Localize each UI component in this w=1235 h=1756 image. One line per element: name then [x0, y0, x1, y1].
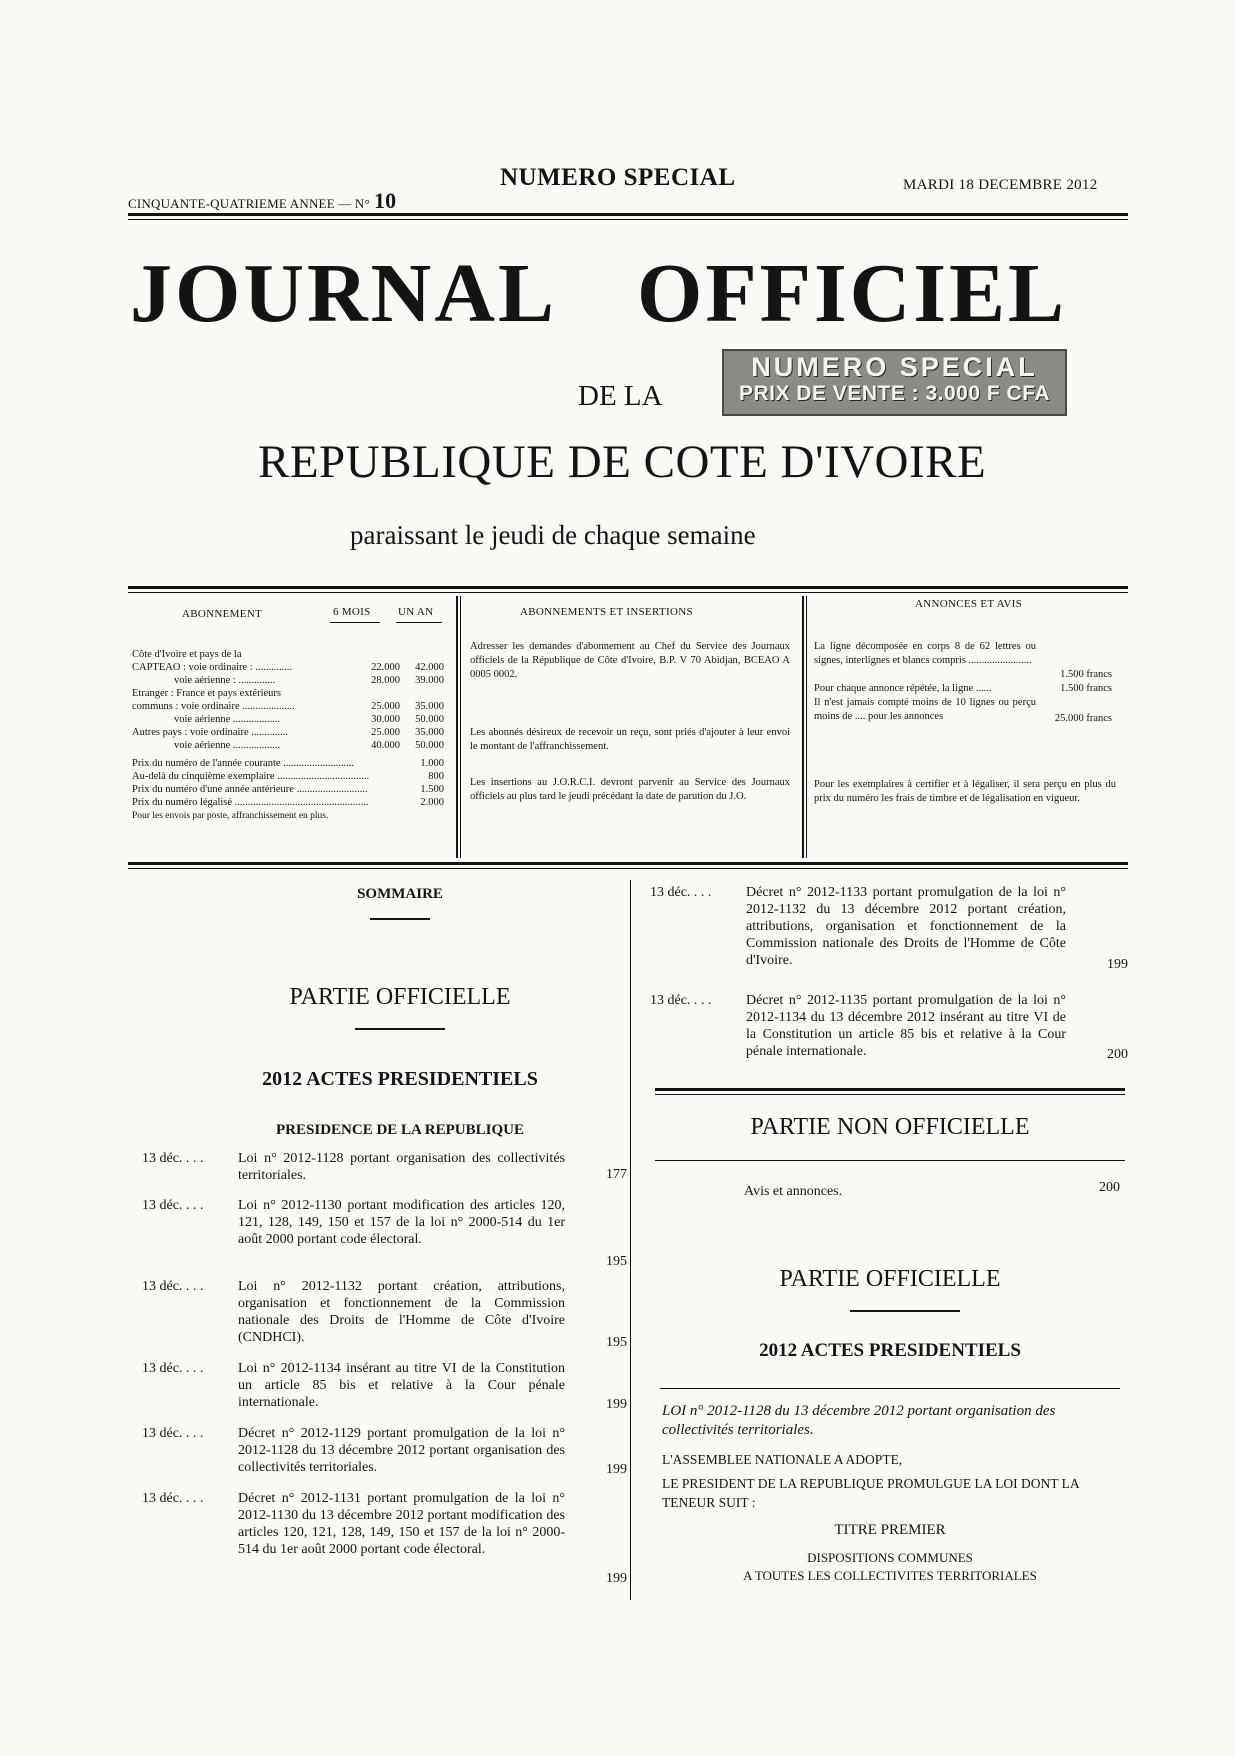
sommaire-actes: 2012 ACTES PRESIDENTIELS	[262, 1068, 538, 1090]
subscription-row-label: voie aérienne ..................	[132, 740, 281, 751]
body-actes-rule	[660, 1388, 1120, 1389]
annonces-repeat-value: 1.500 francs	[1060, 683, 1112, 694]
entry-page: 199	[606, 1397, 627, 1412]
entry-page: 199	[606, 1571, 627, 1586]
dispositions-line2: A TOUTES LES COLLECTIVITES TERRITORIALES	[743, 1568, 1037, 1583]
dispositions-line1: DISPOSITIONS COMMUNES	[807, 1550, 973, 1565]
non-officielle-rule-thin	[655, 1094, 1125, 1095]
sommaire-entry	[650, 992, 1128, 1066]
avis-annonces: Avis et annonces.	[744, 1184, 843, 1199]
entry-date: 13 déc. . . .	[650, 993, 712, 1008]
box-divider-2b	[806, 596, 807, 858]
titre-premier: TITRE PREMIER	[834, 1522, 946, 1538]
subscription-row-label: voie aérienne : ..............	[132, 675, 276, 686]
annonces-line-rate-value: 1.500 francs	[1060, 669, 1112, 680]
subscription-row-6mois: 25.000	[371, 701, 400, 712]
subscription-row-6mois: 30.000	[371, 714, 400, 725]
sommaire-entry	[142, 1360, 627, 1416]
entry-text: Décret n° 2012-1135 portant promulgation de la loi n° 2012-1134 du 13 décembre 2012 insérant au titre VI de la Constitution un article 85 bis et relative à la Cour pénale internationale.	[746, 993, 1066, 1059]
title-word-journal: JOURNAL	[130, 247, 558, 340]
insertions-receipt: Les abonnés désireux de recevoir un reçu, sont priés d'ajouter à leur envoi le montant de l'affranchissement.	[470, 727, 790, 752]
entry-page: 200	[1107, 1047, 1128, 1062]
sommaire-heading: SOMMAIRE	[357, 886, 443, 902]
stamp-price: PRIX DE VENTE : 3.000 F CFA	[738, 382, 1051, 405]
entry-date: 13 déc. . . .	[650, 885, 712, 900]
publication-frequency: paraissant le jeudi de chaque semaine	[350, 520, 756, 550]
sommaire-entry	[142, 1150, 627, 1186]
subscription-row-label: Prix du numéro légalisé ...................................................	[132, 797, 369, 808]
subscription-heading: ABONNEMENT	[182, 608, 262, 620]
subscription-row-6mois: 28.000	[371, 675, 400, 686]
subscription-row-label: communs : voie ordinaire ....................	[132, 701, 295, 712]
loi-title: LOI n° 2012-1128 du 13 décembre 2012 portant organisation des collectivités territoriales.	[662, 1403, 1056, 1438]
col-un-an-underline	[396, 622, 442, 623]
title-word-officiel: OFFICIEL	[637, 247, 1068, 340]
annonces-minimum: Il n'est jamais compté moins de 10 lignes ou perçu moins de .... pour les annonces	[814, 697, 1036, 722]
col-un-an: UN AN	[398, 606, 434, 618]
year-issue-line	[128, 188, 396, 214]
subscription-row-1an: 50.000	[415, 714, 444, 725]
entry-page: 195	[606, 1254, 627, 1269]
subscription-row-1an: 50.000	[415, 740, 444, 751]
entry-page: 199	[606, 1462, 627, 1477]
republic-name: REPUBLIQUE DE COTE D'IVOIRE	[258, 436, 987, 488]
insertions-heading: ABONNEMENTS ET INSERTIONS	[520, 606, 693, 618]
col-6-mois-underline	[330, 622, 380, 623]
entry-text: Loi n° 2012-1128 portant organisation des collectivités territoriales.	[238, 1151, 565, 1183]
avis-page: 200	[1099, 1180, 1120, 1195]
sommaire-entry	[142, 1425, 627, 1481]
entry-date: 13 déc. . . .	[142, 1361, 204, 1376]
entry-page: 195	[606, 1335, 627, 1350]
annonces-repeat: Pour chaque annonce répétée, la ligne ......	[814, 683, 992, 694]
insertions-address: Adresser les demandes d'abonnement au Chef du Service des Journaux officiels de la République de Côte d'Ivoire, B.P. V 70 Abidjan, BCEAO A 0005 0002.	[470, 641, 790, 680]
body-partie-officielle: PARTIE OFFICIELLE	[779, 1266, 1001, 1292]
entry-page: 199	[1107, 957, 1128, 972]
subscription-row-1an: 35.000	[415, 727, 444, 738]
entry-text: Décret n° 2012-1131 portant promulgation de la loi n° 2012-1130 du 13 décembre 2012 portant modification des articles 120, 121, 128, 149, 150 et 157 de la loi n° 2000-514 du 1er août 2000 portant code électoral.	[238, 1491, 565, 1557]
subscription-row-label: Au-delà du cinquième exemplaire ...................................	[132, 771, 370, 782]
non-officielle-under-rule	[655, 1160, 1125, 1161]
entry-date: 13 déc. . . .	[142, 1198, 204, 1213]
box-divider-1b	[460, 596, 461, 858]
price-stamp	[722, 349, 1067, 416]
entry-text: Décret n° 2012-1129 portant promulgation de la loi n° 2012-1128 du 13 décembre 2012 portant organisation des collectivités territoriales.	[238, 1426, 565, 1475]
year-label: CINQUANTE-QUATRIEME ANNEE — N°	[128, 196, 370, 211]
president-promulgue: LE PRESIDENT DE LA REPUBLIQUE PROMULGUE LA LOI DONT LA TENEUR SUIT :	[662, 1476, 1079, 1510]
issue-date: MARDI 18 DECEMBRE 2012	[903, 177, 1098, 193]
sommaire-entry	[142, 1278, 627, 1354]
sommaire-rule	[370, 918, 430, 920]
subscription-row-label: Prix du numéro de l'année courante ...........................	[132, 758, 355, 769]
masthead-rule-thick	[128, 213, 1128, 216]
subscription-row-1an: 39.000	[415, 675, 444, 686]
assemblee-adopte: L'ASSEMBLEE NATIONALE A ADOPTE,	[662, 1452, 903, 1467]
subscription-row-label: Autres pays : voie ordinaire ..............	[132, 727, 289, 738]
sommaire-entry	[650, 884, 1128, 976]
subscription-row-label: Prix du numéro d'une année antérieure ...........................	[132, 784, 368, 795]
partie-non-officielle: PARTIE NON OFFICIELLE	[750, 1114, 1030, 1140]
subscription-row-1an: 35.000	[415, 701, 444, 712]
sommaire-entry	[142, 1490, 627, 1590]
box-bottom-rule-thin	[128, 868, 1128, 869]
entry-text: Loi n° 2012-1134 insérant au titre VI de la Constitution un article 85 bis et relative à la Cour pénale internationale.	[238, 1361, 565, 1410]
masthead-rule-thin	[128, 219, 1128, 220]
subscription-row-1an: 2.000	[420, 797, 444, 808]
box-bottom-rule	[128, 862, 1128, 865]
issue-number: 10	[373, 188, 397, 213]
de-la-label: DE LA	[578, 380, 663, 412]
insertions-deadline: Les insertions au J.O.R.C.I. devront parvenir au Service des Journaux officiels au plus tard le jeudi précédant la date de parution du J.O.	[470, 777, 790, 802]
subscription-row-6mois: 22.000	[371, 662, 400, 673]
annonces-heading: ANNONCES ET AVIS	[915, 598, 1023, 610]
entry-text: Décret n° 2012-1133 portant promulgation de la loi n° 2012-1132 du 13 décembre 2012 portant création, attributions, organisation et fonctionnement de la Commission nationale des Droits de l'Homme de Côte d'Ivoire.	[746, 885, 1066, 968]
subscription-row-6mois: 40.000	[371, 740, 400, 751]
special-issue-label: NUMERO SPECIAL	[500, 164, 736, 191]
subscription-row-label: CAPTEAO : voie ordinaire : ..............	[132, 662, 293, 673]
annonces-legalisation: Pour les exemplaires à certifier et à légaliser, il sera perçu en plus du prix du numéro les frais de timbre et de légalisation en vigueur.	[814, 779, 1116, 804]
entry-text: Loi n° 2012-1132 portant création, attributions, organisation et fonctionnement de la Commission nationale des Droits de l'Homme de Côte d'Ivoire (CNDHCI).	[238, 1279, 565, 1345]
box-divider-2	[802, 596, 804, 858]
col-6-mois: 6 MOIS	[333, 606, 371, 618]
box-top-rule	[128, 586, 1128, 589]
entry-text: Loi n° 2012-1130 portant modification des articles 120, 121, 128, 149, 150 et 157 de la loi n° 2000-514 du 1er août 2000 portant code électoral.	[238, 1198, 565, 1247]
annonces-line-rate: La ligne décomposée en corps 8 de 62 lettres ou signes, interlignes et blancs compris ........................	[814, 641, 1036, 666]
body-actes: 2012 ACTES PRESIDENTIELS	[759, 1340, 1021, 1361]
subscription-row-1an: 800	[428, 771, 444, 782]
sommaire-partie-officielle: PARTIE OFFICIELLE	[289, 984, 511, 1010]
subscription-row-1an: 1.000	[420, 758, 444, 769]
box-divider-1	[456, 596, 458, 858]
annonces-minimum-value: 25.000 francs	[1054, 713, 1112, 724]
subscription-row-label: Côte d'Ivoire et pays de la	[132, 649, 242, 660]
entry-date: 13 déc. . . .	[142, 1151, 204, 1166]
subscription-row-1an: 42.000	[415, 662, 444, 673]
box-top-rule-thin	[128, 592, 1128, 593]
subscription-row-1an: 1.500	[420, 784, 444, 795]
body-partie-officielle-rule	[850, 1310, 960, 1312]
subscription-row-label: Etranger : France et pays extérieurs	[132, 688, 281, 699]
entry-date: 13 déc. . . .	[142, 1491, 204, 1506]
entry-page: 177	[606, 1167, 627, 1182]
column-divider	[630, 880, 631, 1600]
presidence-heading: PRESIDENCE DE LA REPUBLIQUE	[276, 1122, 524, 1138]
subscription-row-label: Pour les envois par poste, affranchissement en plus.	[132, 811, 329, 821]
sommaire-entry	[142, 1197, 627, 1273]
journal-title	[130, 245, 1125, 342]
partie-officielle-rule	[355, 1028, 445, 1030]
entry-date: 13 déc. . . .	[142, 1279, 204, 1294]
stamp-special: NUMERO SPECIAL	[751, 352, 1038, 382]
non-officielle-rule-thick	[655, 1088, 1125, 1091]
entry-date: 13 déc. . . .	[142, 1426, 204, 1441]
subscription-row-6mois: 25.000	[371, 727, 400, 738]
subscription-row-label: voie aérienne ..................	[132, 714, 281, 725]
